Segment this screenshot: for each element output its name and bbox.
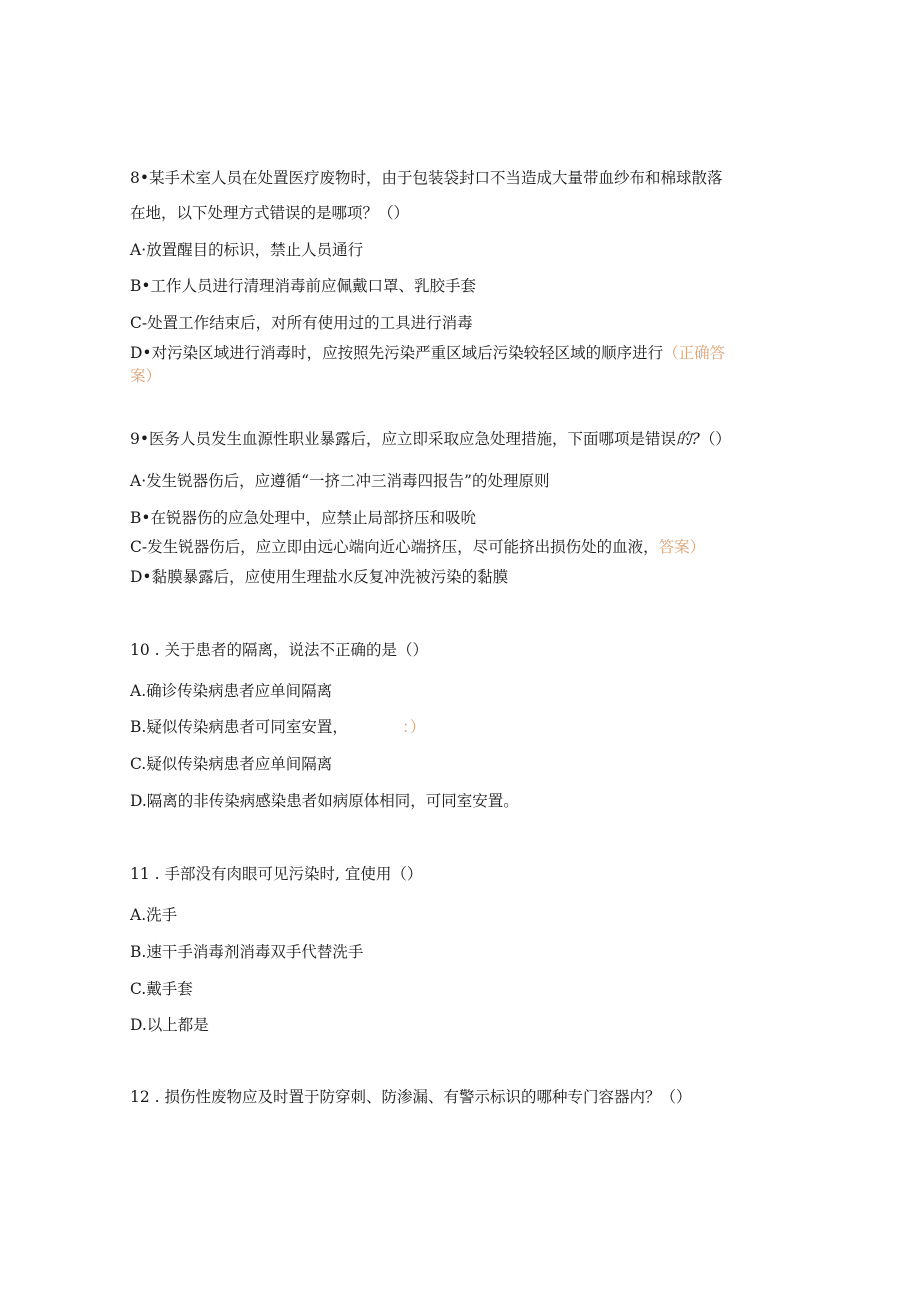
q10-option-b [130, 717, 425, 737]
q8-stem-line1: 8•某手术室人员在处置医疗废物时，由于包装袋封口不当造成大量带血纱布和棉球散落 [130, 169, 723, 187]
q11-option-d: D.以上都是 [130, 1016, 209, 1034]
q10-option-d: D.隔离的非传染病感染患者如病原体相同，可同室安置。 [130, 792, 519, 810]
q10-option-c: C.疑似传染病患者应单间隔离 [130, 755, 333, 773]
q12-stem: 12 . 损伤性废物应及时置于防穿刺、防渗漏、有警示标识的哪种专门容器内？（） [130, 1088, 692, 1106]
q9-option-c-text: C-发生锐器伤后，应立即由远心端向近心端挤压，尽可能挤出损伤处的血液， [130, 538, 659, 556]
q9-stem-end: （） [699, 430, 731, 448]
q8-option-d [130, 343, 725, 363]
q11-option-c: C.戴手套 [130, 980, 193, 998]
q10-stem: 10 . 关于患者的隔离，说法不正确的是（） [130, 641, 429, 659]
q9-option-c [130, 537, 705, 557]
q9-stem-text: 9•医务人员发生血源性职业暴露后，应立即采取应急处理措施，下面哪项是错误 [130, 430, 677, 448]
q9-option-b: B•在锐器伤的应急处理中，应禁止局部挤压和吸吮 [130, 509, 477, 527]
q11-option-a: A.洗手 [130, 906, 178, 924]
q8-option-b: B•工作人员进行清理消毒前应佩戴口罩、乳胶手套 [130, 277, 477, 295]
q8-stem-line2: 在地，以下处理方式错误的是哪项？（） [130, 204, 410, 222]
q9-option-d: D•黏膜暴露后，应使用生理盐水反复冲洗被污染的黏膜 [130, 568, 509, 586]
q8-answer-note: （正确答 [663, 344, 726, 362]
q8-option-a: A·放置醒目的标识，禁止人员通行 [130, 241, 364, 259]
q9-option-a: A·发生锐器伤后，应遵循“一挤二冲三消毒四报告”的处理原则 [130, 472, 550, 490]
q9-stem [130, 429, 731, 449]
q10-option-b-text: B.疑似传染病患者可同室安置， [130, 718, 341, 736]
q9-stem-italic: 的? [676, 430, 700, 448]
q10-option-a: A.确诊传染病患者应单间隔离 [130, 682, 333, 700]
q8-answer-note-cont: 案） [130, 367, 162, 385]
q10-answer-note: ：） [402, 718, 426, 736]
q11-option-b: B.速干手消毒剂消毒双手代替洗手 [130, 943, 364, 961]
q9-answer-note: 答案） [658, 538, 706, 556]
q8-option-c: C-处置工作结束后，对所有使用过的工具进行消毒 [130, 314, 473, 332]
q8-option-d-text: D•对污染区域进行消毒时，应按照先污染严重区域后污染较轻区域的顺序进行 [130, 344, 664, 362]
q11-stem: 11 . 手部没有肉眼可见污染时, 宜使用（） [130, 865, 423, 883]
